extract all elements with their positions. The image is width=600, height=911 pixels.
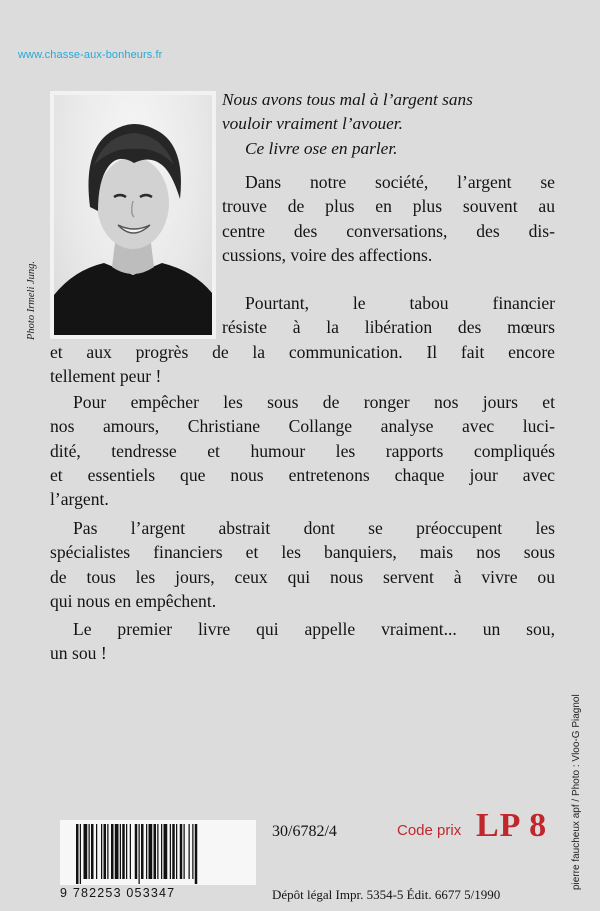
barcode-bar (80, 824, 81, 884)
barcode-bar (101, 824, 102, 879)
paragraph-2-start (222, 291, 555, 340)
paragraph-line: tellement peur ! (50, 366, 162, 387)
paragraph-3 (50, 390, 555, 511)
barcode-bar (146, 824, 147, 879)
barcode-bar (139, 824, 140, 884)
barcode-bar (184, 824, 185, 879)
website-watermark: www.chasse-aux-bonheurs.fr (18, 49, 163, 61)
paragraph-line: résiste à la libération des mœurs (222, 317, 555, 338)
paragraph-line: Pourtant, le tabou financier (245, 293, 555, 313)
tagline-quote (222, 88, 552, 161)
quote-line: Nous avons tous mal à l’argent sans (222, 90, 473, 109)
barcode-bar (141, 824, 144, 879)
paragraph-line: centre des conversations, des dis- (222, 220, 555, 241)
barcode-bar (180, 824, 183, 879)
catalog-number: 30/6782/4 (272, 823, 337, 840)
barcode-bar (76, 824, 79, 884)
price-code-label: Code prix (397, 822, 462, 839)
barcode-bars (74, 824, 242, 884)
barcode-bar (164, 824, 168, 879)
price-code-value: LP 8 (476, 807, 548, 844)
paragraph-line: Le premier livre qui appelle vraiment... un sou, (73, 619, 555, 639)
barcode-bar (170, 824, 171, 879)
paragraph-line: Pour empêcher les sous de ronger nos jours et (73, 392, 555, 412)
photo-credit: Photo Irmeli Jung. (26, 260, 37, 340)
paragraph-line: un sou ! (50, 643, 107, 664)
portrait-illustration (54, 95, 212, 335)
barcode-bar (126, 824, 127, 879)
barcode-bar (111, 824, 114, 879)
barcode-bar (89, 824, 90, 879)
barcode-bar (176, 824, 177, 879)
design-photo-credit: pierre faucheux apf / Photo : Vloo-G Piagnol (571, 694, 582, 890)
barcode-number: 9 782253 053347 (60, 886, 176, 900)
paragraph-2-end (50, 340, 555, 389)
paragraph-line: et essentiels que nous entretenons chaque jour avec (50, 464, 555, 485)
paragraph-line: Pas l’argent abstrait dont se préoccupent les (73, 518, 555, 538)
barcode-bar (84, 824, 88, 879)
barcode-bar (189, 824, 190, 879)
barcode-bar (120, 824, 121, 879)
barcode-bar (122, 824, 125, 879)
barcode-bar (149, 824, 153, 879)
paragraph-5 (50, 617, 555, 666)
paragraph-line: trouve de plus en plus souvent au (222, 196, 555, 217)
barcode-bar (161, 824, 162, 879)
barcode-bar (96, 824, 97, 879)
barcode-bar (172, 824, 175, 879)
author-photo (50, 91, 216, 339)
barcode-bar (154, 824, 157, 879)
quote-line: Ce livre ose en parler. (245, 138, 398, 158)
paragraph-line: dité, tendresse et humour les rapports compliqués (50, 440, 555, 461)
barcode-bar (107, 824, 108, 879)
paragraph-line: cussions, voire des affections. (222, 244, 433, 265)
paragraph-line: nos amours, Christiane Collange analyse avec luci- (50, 416, 555, 437)
barcode-bar (115, 824, 119, 879)
barcode-bar (91, 824, 94, 879)
isbn-barcode (60, 820, 256, 900)
barcode-bar (195, 824, 198, 884)
barcode-bar (157, 824, 158, 879)
paragraph-line: l’argent. (50, 489, 109, 510)
legal-deposit: Dépôt légal Impr. 5354-5 Édit. 6677 5/1990 (272, 887, 501, 902)
paragraph-line: de tous les jours, ceux qui nous servent à vivre ou (50, 566, 555, 587)
paragraph-line: qui nous en empêchent. (50, 590, 217, 611)
paragraph-line: Dans notre société, l’argent se (245, 172, 555, 192)
author-portrait-image (54, 95, 212, 335)
quote-line: vouloir vraiment l’avouer. (222, 114, 403, 134)
paragraph-4 (50, 516, 555, 613)
paragraph-1 (222, 170, 555, 267)
paragraph-line: et aux progrès de la communication. Il fait encore (50, 342, 555, 362)
barcode-bar (192, 824, 193, 879)
paragraph-line: spécialistes financiers et les banquiers, mais nos sous (50, 542, 555, 563)
barcode-bar (104, 824, 107, 879)
barcode-bar (135, 824, 138, 879)
barcode-bar (130, 824, 131, 879)
